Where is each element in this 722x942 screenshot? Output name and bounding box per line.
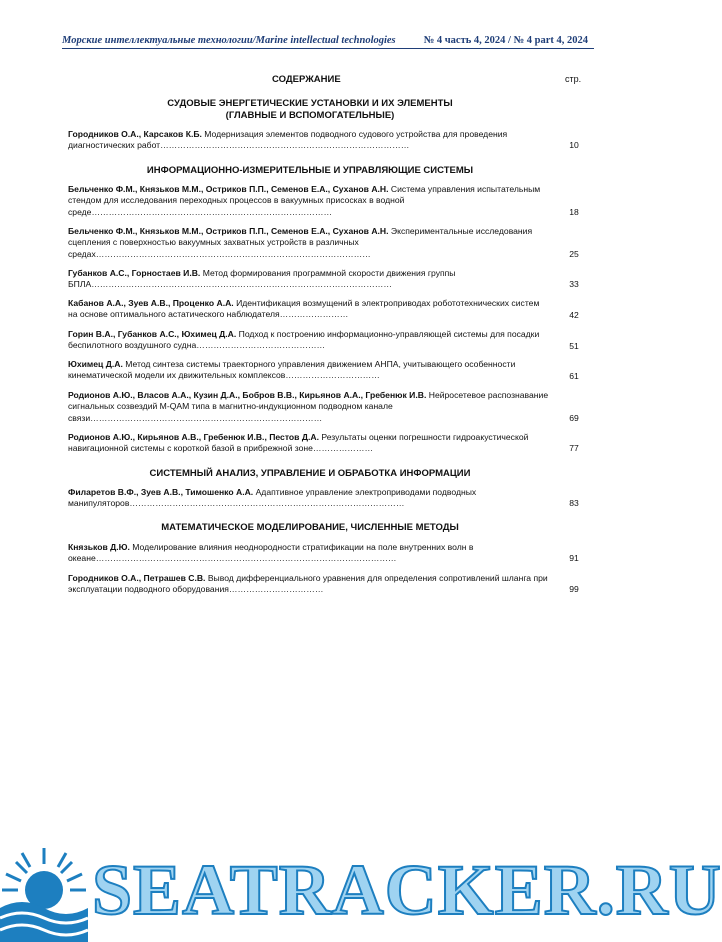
toc-entry[interactable]: [68, 390, 550, 424]
entry-title: Моделирование влияния неоднородности стратификации на поле внутренних волн в океане……………………………………………………………………………………………: [68, 542, 474, 564]
page-column-label: стр.: [565, 74, 582, 84]
entry-page: 18: [569, 207, 579, 217]
entry-authors: Бельченко Ф.М., Князьков М.М., Остриков П.П., Семенов Е.А., Суханов А.Н.: [68, 226, 389, 236]
entry-page: 33: [569, 279, 579, 289]
entry-title: Идентификация возмущений в электроприводах робототехнических систем на основе оптимального астатического наблюдателя……………………: [68, 298, 540, 320]
entry-page: 51: [569, 341, 579, 351]
entry-page: 99: [569, 584, 579, 594]
toc-entry[interactable]: [68, 226, 550, 260]
entry-page: 25: [569, 249, 579, 259]
toc-entry[interactable]: [68, 329, 550, 352]
toc-entry[interactable]: [68, 268, 550, 291]
toc-entry[interactable]: [68, 487, 550, 510]
entry-authors: Родионов А.Ю., Кирьянов А.В., Гребенюк И.В., Пестов Д.А.: [68, 432, 319, 442]
section-title-line: МАТЕМАТИЧЕСКОЕ МОДЕЛИРОВАНИЕ, ЧИСЛЕННЫЕ МЕТОДЫ: [161, 522, 459, 533]
header-rule: [62, 48, 594, 49]
entry-page: 83: [569, 498, 579, 508]
toc-entry[interactable]: [68, 542, 550, 565]
entry-title: Вывод дифференциального уравнения для определения сопротивлений шланга при эксплуатации подводного оборудования……………………………: [68, 573, 548, 595]
section-heading: [70, 165, 550, 177]
entry-title: Адаптивное управление электроприводами подводных манипуляторов……………………………………………………………………………………: [68, 487, 477, 509]
entry-page: 61: [569, 371, 579, 381]
entry-title: Подход к построению информационно-управляющей системы для посадки беспилотного воздушного судна………………………………………: [68, 329, 540, 351]
entry-authors: Городников О.А., Карсаков К.Б.: [68, 129, 202, 139]
entry-page: 77: [569, 443, 579, 453]
entry-title: Система управления испытательным стендом для исследования переходных процессов в вакуумных присосках в водной среде…………………………………………………………………………: [68, 184, 541, 217]
entry-authors: Князьков Д.Ю.: [68, 542, 130, 552]
entry-title: Результаты оценки погрешности гидроакустической навигационной системы с короткой базой в прибрежной зоне…………………: [68, 432, 529, 454]
sun-wave-icon: [0, 848, 88, 942]
entry-page: 42: [569, 310, 579, 320]
section-heading: [70, 522, 550, 534]
section-title-line: ИНФОРМАЦИОННО-ИЗМЕРИТЕЛЬНЫЕ И УПРАВЛЯЮЩИЕ СИСТЕМЫ: [146, 165, 474, 176]
toc-entry[interactable]: [68, 298, 550, 321]
section-title-line: СИСТЕМНЫЙ АНАЛИЗ, УПРАВЛЕНИЕ И ОБРАБОТКА ИНФОРМАЦИИ: [149, 468, 471, 479]
entry-authors: Кабанов А.А., Зуев А.В., Проценко А.А.: [68, 298, 234, 308]
section-heading: [70, 98, 550, 122]
entry-authors: Бельченко Ф.М., Князьков М.М., Остриков П.П., Семенов Е.А., Суханов А.Н.: [68, 184, 389, 194]
toc-entry[interactable]: [68, 129, 550, 152]
entry-page: 69: [569, 413, 579, 423]
entry-authors: Филаретов В.Ф., Зуев А.В., Тимошенко А.А.: [68, 487, 254, 497]
section-heading: [70, 468, 550, 480]
journal-name: Морские интеллектуальные технологии/Marine intellectual technologies: [62, 35, 396, 46]
toc-entry[interactable]: [68, 184, 550, 218]
section-title-line: (ГЛАВНЫЕ И ВСПОМОГАТЕЛЬНЫЕ): [225, 110, 395, 121]
entry-title: Нейросетевое распознавание сигнальных созвездий M-QAM типа в магнитно-индукционном подводном канале связи………………………………………………………………………: [68, 390, 549, 423]
entry-title: Модернизация элементов подводного судового устройства для проведения диагностических работ……………………………………………………………………………: [68, 129, 508, 151]
entry-page: 91: [569, 553, 579, 563]
section-title-line: СУДОВЫЕ ЭНЕРГЕТИЧЕСКИЕ УСТАНОВКИ И ИХ ЭЛЕМЕНТЫ: [167, 98, 453, 109]
issue-number: № 4 часть 4, 2024 / № 4 part 4, 2024: [423, 35, 588, 46]
toc-entry[interactable]: [68, 573, 550, 596]
entry-title: Метод синтеза системы траекторного управления движением АНПА, учитывающего особенности кинематической модели их движительных комплексов……………………………: [68, 359, 516, 381]
entry-page: 10: [569, 140, 579, 150]
toc-entry[interactable]: [68, 359, 550, 382]
toc-entry[interactable]: [68, 432, 550, 455]
toc-title: СОДЕРЖАНИЕ: [272, 74, 341, 85]
watermark-text: SEATRACKER.RU: [92, 850, 722, 930]
entry-title: Экспериментальные исследования сцепления с поверхностью вакуумных захватных устройств в различных средах……………………………………………………………………………………: [68, 226, 533, 259]
entry-authors: Губанков А.С., Горностаев И.В.: [68, 268, 201, 278]
entry-title: Метод формирования программной скорости движения группы БПЛА……………………………………………………………………………………………: [68, 268, 456, 290]
entry-authors: Горин В.А., Губанков А.С., Юхимец Д.А.: [68, 329, 237, 339]
entry-authors: Городников О.А., Петрашев С.В.: [68, 573, 206, 583]
entry-authors: Родионов А.Ю., Власов А.А., Кузин Д.А., Бобров В.В., Кирьянов А.А., Гребенюк И.В.: [68, 390, 427, 400]
entry-authors: Юхимец Д.А.: [68, 359, 123, 369]
